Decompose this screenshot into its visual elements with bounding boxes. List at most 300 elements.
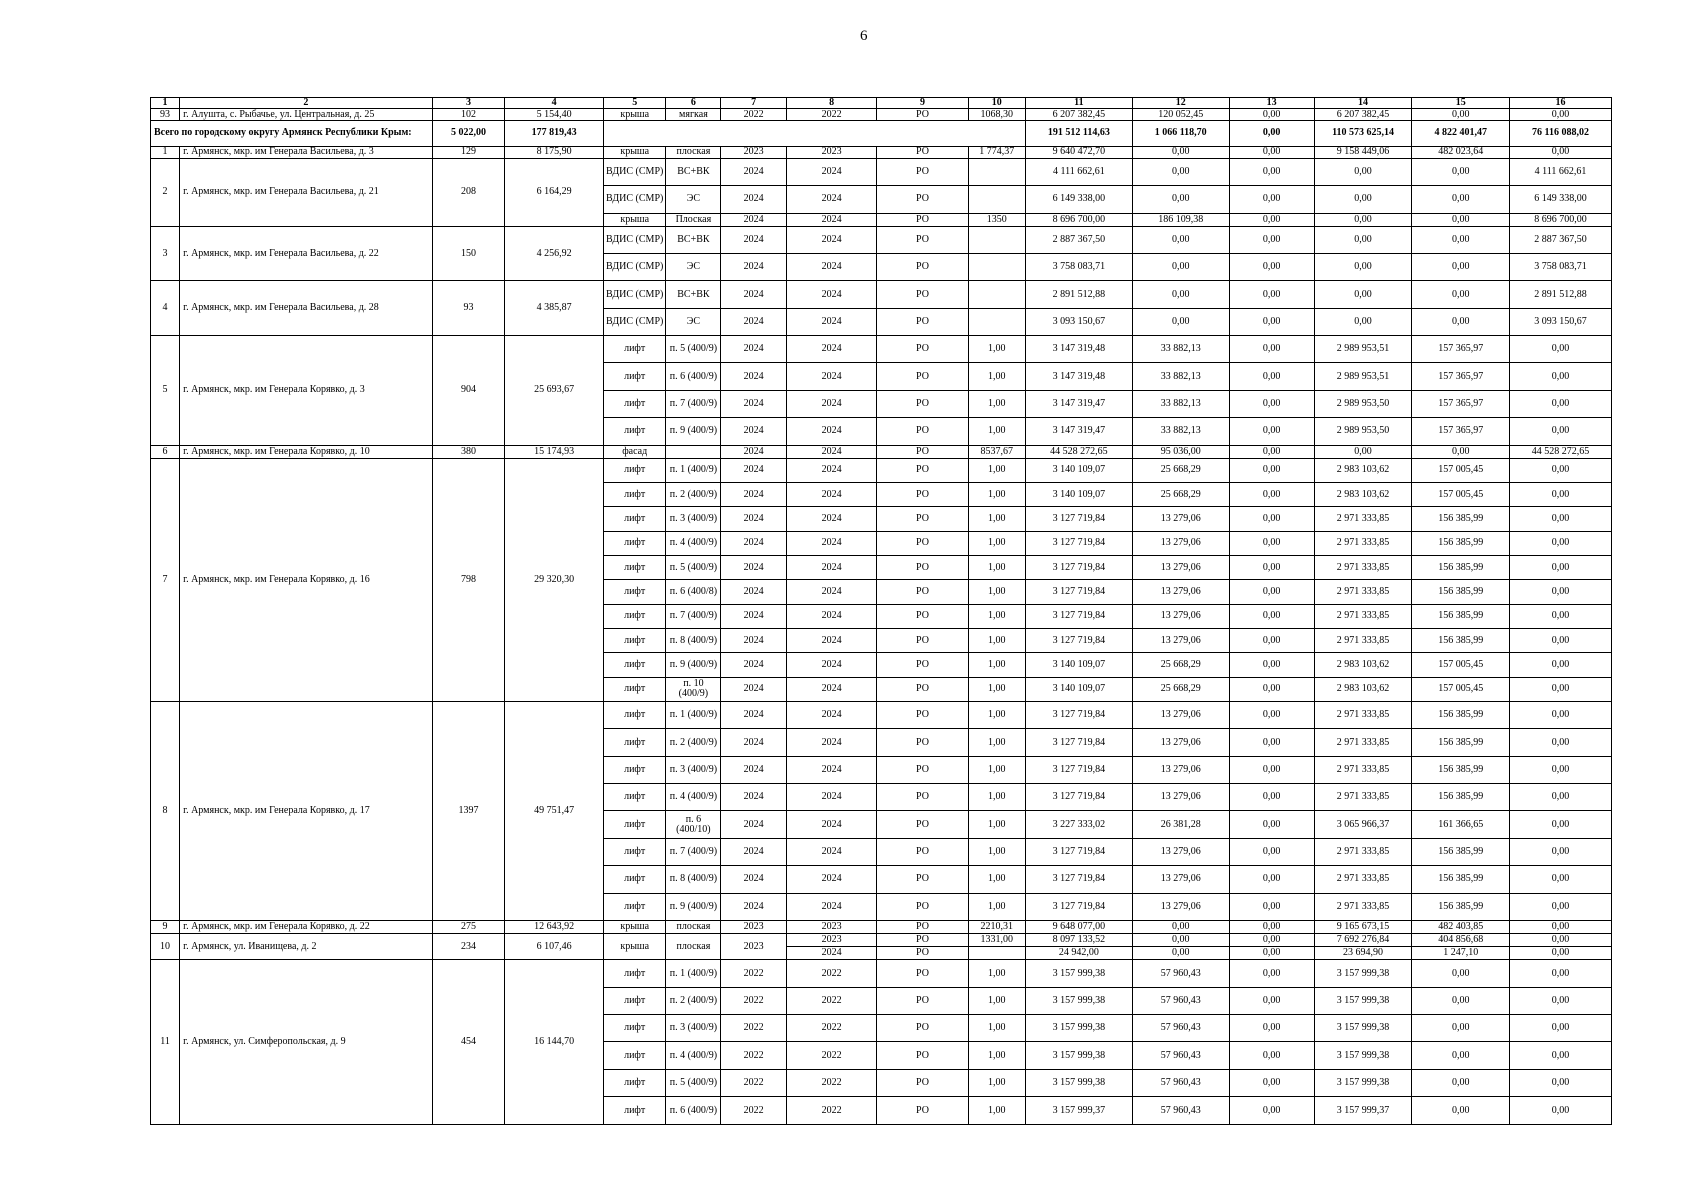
- table-cell: 2024: [721, 186, 786, 213]
- table-cell: 1,00: [968, 653, 1025, 677]
- table-cell: 3 093 150,67: [1025, 308, 1132, 335]
- table-cell: 0,00: [1412, 445, 1510, 458]
- table-cell: 2024: [786, 363, 876, 390]
- table-cell: 156 385,99: [1412, 531, 1510, 555]
- table-cell: 1,00: [968, 507, 1025, 531]
- table-cell: 1331,00: [968, 934, 1025, 947]
- table-cell: лифт: [604, 702, 666, 729]
- table-cell: 1 774,37: [968, 146, 1025, 158]
- table-cell: [968, 254, 1025, 281]
- table-cell: 57 960,43: [1132, 1042, 1229, 1069]
- table-cell: п. 5 (400/9): [666, 1069, 721, 1096]
- table-cell: п. 2 (400/9): [666, 729, 721, 756]
- table-cell: 904: [432, 336, 505, 445]
- table-cell: 2024: [721, 308, 786, 335]
- table-cell: 13 279,06: [1132, 556, 1229, 580]
- table-cell: 9 648 077,00: [1025, 920, 1132, 933]
- table-row: [151, 146, 1612, 158]
- table-cell: 0,00: [1229, 604, 1314, 628]
- table-cell: 157 365,97: [1412, 418, 1510, 445]
- table-cell: 2024: [721, 729, 786, 756]
- table-cell: 3 093 150,67: [1510, 308, 1612, 335]
- table-cell: РО: [877, 1069, 968, 1096]
- table-cell: 0,00: [1412, 158, 1510, 185]
- header-cell: 8: [786, 98, 876, 109]
- table-cell: 234: [432, 934, 505, 960]
- table-cell: 482 023,64: [1412, 146, 1510, 158]
- table-cell: 191 512 114,63: [1025, 121, 1132, 146]
- table-cell: 110 573 625,14: [1314, 121, 1412, 146]
- table-cell: 3 157 999,38: [1025, 960, 1132, 987]
- table-cell: 0,00: [1229, 866, 1314, 893]
- table-cell: 2022: [786, 960, 876, 987]
- table-cell: 0,00: [1229, 702, 1314, 729]
- table-cell: 25 668,29: [1132, 677, 1229, 701]
- table-cell: 3 157 999,37: [1314, 1097, 1412, 1125]
- table-cell: 8 175,90: [505, 146, 604, 158]
- table-cell: 2 971 333,85: [1314, 556, 1412, 580]
- table-row: [151, 920, 1612, 933]
- table-cell: 3 140 109,07: [1025, 677, 1132, 701]
- table-cell: 1,00: [968, 811, 1025, 838]
- table-cell: 25 668,29: [1132, 653, 1229, 677]
- table-cell: 33 882,13: [1132, 418, 1229, 445]
- table-cell: РО: [877, 158, 968, 185]
- table-cell: п. 6 (400/10): [666, 811, 721, 838]
- table-cell: лифт: [604, 390, 666, 417]
- table-cell: 2022: [721, 987, 786, 1014]
- table-cell: 0,00: [1510, 920, 1612, 933]
- table-cell: 3 127 719,84: [1025, 893, 1132, 920]
- table-cell: 2023: [786, 934, 876, 947]
- table-cell: 3 147 319,47: [1025, 390, 1132, 417]
- table-cell: 0,00: [1412, 281, 1510, 308]
- table-cell: 2024: [721, 784, 786, 811]
- header-cell: 11: [1025, 98, 1132, 109]
- table-cell: РО: [877, 308, 968, 335]
- table-row: [151, 445, 1612, 458]
- table-cell: 7: [151, 458, 180, 701]
- table-cell: 3 127 719,84: [1025, 556, 1132, 580]
- table-cell: 2024: [721, 811, 786, 838]
- table-cell: крыша: [604, 213, 666, 226]
- table-cell: 156 385,99: [1412, 866, 1510, 893]
- table-cell: 1,00: [968, 702, 1025, 729]
- table-cell: 2024: [721, 483, 786, 507]
- table-cell: 4 385,87: [505, 281, 604, 336]
- table-cell: 0,00: [1510, 507, 1612, 531]
- table-cell: 13 279,06: [1132, 531, 1229, 555]
- table-cell: 0,00: [1412, 254, 1510, 281]
- table-cell: 2 971 333,85: [1314, 784, 1412, 811]
- table-cell: 3 127 719,84: [1025, 784, 1132, 811]
- table-cell: 2 971 333,85: [1314, 604, 1412, 628]
- table-cell: 1,00: [968, 483, 1025, 507]
- table-cell: РО: [877, 866, 968, 893]
- table-cell: РО: [877, 677, 968, 701]
- table-cell: [968, 226, 1025, 253]
- table-cell: г. Армянск, ул. Иванищева, д. 2: [180, 934, 433, 960]
- table-cell: РО: [877, 458, 968, 482]
- table-cell: 3 147 319,48: [1025, 363, 1132, 390]
- table-cell: 3 127 719,84: [1025, 866, 1132, 893]
- table-cell: 2024: [786, 281, 876, 308]
- table-cell: 2024: [786, 336, 876, 363]
- table-cell: г. Армянск, мкр. им Генерала Васильева, д. 3: [180, 146, 433, 158]
- table-cell: РО: [877, 363, 968, 390]
- table-cell: лифт: [604, 677, 666, 701]
- table-cell: г. Алушта, с. Рыбачье, ул. Центральная, д. 25: [180, 109, 433, 121]
- table-cell: 9: [151, 920, 180, 933]
- table-cell: 0,00: [1412, 987, 1510, 1014]
- table-cell: 3 157 999,38: [1025, 1015, 1132, 1042]
- table-cell: п. 4 (400/9): [666, 784, 721, 811]
- table-cell: РО: [877, 390, 968, 417]
- table-cell: 3 127 719,84: [1025, 838, 1132, 865]
- table-cell: ЭС: [666, 186, 721, 213]
- table-cell: РО: [877, 920, 968, 933]
- table-cell: 2024: [786, 677, 876, 701]
- total-row: [151, 121, 1612, 146]
- table-cell: 1,00: [968, 756, 1025, 783]
- header-cell: 2: [180, 98, 433, 109]
- table-cell: г. Армянск, ул. Симферопольская, д. 9: [180, 960, 433, 1125]
- table-cell: РО: [877, 934, 968, 947]
- table-cell: 29 320,30: [505, 458, 604, 701]
- table-cell: 0,00: [1412, 1069, 1510, 1096]
- table-cell: лифт: [604, 729, 666, 756]
- table-cell: 2022: [786, 1097, 876, 1125]
- table-cell: 2022: [786, 1042, 876, 1069]
- table-cell: 2210,31: [968, 920, 1025, 933]
- table-cell: 156 385,99: [1412, 893, 1510, 920]
- table-cell: 2024: [786, 458, 876, 482]
- table-cell: 2023: [721, 146, 786, 158]
- table-cell: 3 227 333,02: [1025, 811, 1132, 838]
- table-cell: 2 891 512,88: [1025, 281, 1132, 308]
- table-cell: 0,00: [1314, 308, 1412, 335]
- table-cell: 2024: [721, 281, 786, 308]
- table-cell: п. 9 (400/9): [666, 653, 721, 677]
- table-cell: 0,00: [1229, 445, 1314, 458]
- table-cell: 2024: [721, 254, 786, 281]
- table-cell: п. 5 (400/9): [666, 556, 721, 580]
- header-cell: 7: [721, 98, 786, 109]
- table-cell: крыша: [604, 920, 666, 933]
- table-cell: 1,00: [968, 418, 1025, 445]
- table-cell: 0,00: [1132, 186, 1229, 213]
- table-cell: 129: [432, 146, 505, 158]
- table-cell: 0,00: [1229, 556, 1314, 580]
- table-cell: 0,00: [1229, 146, 1314, 158]
- table-cell: 1,00: [968, 580, 1025, 604]
- table-cell: 0,00: [1132, 158, 1229, 185]
- table-cell: РО: [877, 1097, 968, 1125]
- table-cell: 33 882,13: [1132, 390, 1229, 417]
- table-cell: ВС+ВК: [666, 226, 721, 253]
- table-cell: 2024: [786, 702, 876, 729]
- table-cell: 0,00: [1510, 1097, 1612, 1125]
- table-cell: 0,00: [1314, 213, 1412, 226]
- table-cell: 2024: [721, 677, 786, 701]
- table-cell: 0,00: [1132, 281, 1229, 308]
- table-cell: 3 157 999,38: [1314, 987, 1412, 1014]
- table-cell: РО: [877, 556, 968, 580]
- table-cell: 0,00: [1510, 146, 1612, 158]
- table-cell: 2 971 333,85: [1314, 838, 1412, 865]
- table-cell: 2024: [721, 604, 786, 628]
- table-cell: 0,00: [1229, 947, 1314, 960]
- table-cell: 2 989 953,51: [1314, 336, 1412, 363]
- table-cell: 2024: [721, 629, 786, 653]
- table-cell: 156 385,99: [1412, 756, 1510, 783]
- table-cell: лифт: [604, 756, 666, 783]
- table-cell: 2 989 953,50: [1314, 390, 1412, 417]
- table-cell: 2024: [786, 580, 876, 604]
- table-cell: ЭС: [666, 308, 721, 335]
- table-cell: 2024: [721, 390, 786, 417]
- table-cell: плоская: [666, 934, 721, 960]
- table-cell: 15 174,93: [505, 445, 604, 458]
- table-cell: 3: [151, 226, 180, 281]
- table-cell: лифт: [604, 483, 666, 507]
- table-cell: [968, 186, 1025, 213]
- table-cell: 2024: [786, 445, 876, 458]
- table-cell: 380: [432, 445, 505, 458]
- table-cell: 156 385,99: [1412, 702, 1510, 729]
- table-cell: 1,00: [968, 1042, 1025, 1069]
- table-cell: 0,00: [1510, 531, 1612, 555]
- table-cell: 2 989 953,51: [1314, 363, 1412, 390]
- table-cell: РО: [877, 729, 968, 756]
- table-cell: 156 385,99: [1412, 784, 1510, 811]
- table-cell: 2024: [786, 893, 876, 920]
- table-row: [151, 158, 1612, 185]
- table-cell: 0,00: [1412, 1015, 1510, 1042]
- table-cell: 2024: [786, 213, 876, 226]
- table-cell: 1,00: [968, 1097, 1025, 1125]
- table-cell: РО: [877, 445, 968, 458]
- table-cell: [968, 158, 1025, 185]
- table-cell: 57 960,43: [1132, 987, 1229, 1014]
- table-cell: 3 127 719,84: [1025, 580, 1132, 604]
- table-cell: 1,00: [968, 336, 1025, 363]
- table-cell: 156 385,99: [1412, 507, 1510, 531]
- table-cell: РО: [877, 1015, 968, 1042]
- table-cell: 1,00: [968, 784, 1025, 811]
- table-cell: 157 005,45: [1412, 458, 1510, 482]
- table-cell: 2024: [721, 363, 786, 390]
- table-cell: лифт: [604, 960, 666, 987]
- table-cell: 2024: [786, 158, 876, 185]
- table-cell: 25 668,29: [1132, 458, 1229, 482]
- table-cell: п. 7 (400/9): [666, 604, 721, 628]
- table-cell: 2022: [721, 1097, 786, 1125]
- table-cell: 3 157 999,38: [1025, 987, 1132, 1014]
- table-cell: плоская: [666, 920, 721, 933]
- table-cell: 2024: [721, 531, 786, 555]
- table-cell: 0,00: [1132, 146, 1229, 158]
- table-cell: РО: [877, 254, 968, 281]
- table-cell: 2024: [721, 702, 786, 729]
- table-cell: 0,00: [1510, 702, 1612, 729]
- capital-repair-table: [150, 97, 1612, 1125]
- table-cell: 2 971 333,85: [1314, 729, 1412, 756]
- table-cell: мягкая: [666, 109, 721, 121]
- table-cell: 3 157 999,38: [1025, 1069, 1132, 1096]
- table-cell: 0,00: [1510, 653, 1612, 677]
- header-cell: 14: [1314, 98, 1412, 109]
- table-cell: 0,00: [1314, 186, 1412, 213]
- table-cell: 3 157 999,38: [1025, 1042, 1132, 1069]
- table-cell: 120 052,45: [1132, 109, 1229, 121]
- table-cell: 3 758 083,71: [1510, 254, 1612, 281]
- table-cell: 6 164,29: [505, 158, 604, 226]
- table-row: [151, 458, 1612, 482]
- table-cell: 177 819,43: [505, 121, 604, 146]
- table-cell: 57 960,43: [1132, 960, 1229, 987]
- table-cell: 0,00: [1229, 483, 1314, 507]
- table-cell: 2024: [786, 308, 876, 335]
- table-cell: ВДИС (СМР): [604, 158, 666, 185]
- table-cell: 0,00: [1510, 960, 1612, 987]
- table-cell: 4 256,92: [505, 226, 604, 281]
- table-cell: 2024: [721, 507, 786, 531]
- table-cell: РО: [877, 811, 968, 838]
- table-cell: 2024: [721, 580, 786, 604]
- table-cell: 0,00: [1510, 363, 1612, 390]
- table-cell: 0,00: [1229, 281, 1314, 308]
- table-cell: 150: [432, 226, 505, 281]
- table-cell: 1,00: [968, 1069, 1025, 1096]
- table-cell: п. 7 (400/9): [666, 838, 721, 865]
- table-cell: 0,00: [1510, 987, 1612, 1014]
- table-row: [151, 934, 1612, 947]
- table-cell: 5 022,00: [432, 121, 505, 146]
- table-row: [151, 226, 1612, 253]
- table-cell: ВДИС (СМР): [604, 254, 666, 281]
- table-cell: 3 157 999,38: [1314, 1069, 1412, 1096]
- header-cell: 15: [1412, 98, 1510, 109]
- header-cell: 9: [877, 98, 968, 109]
- table-cell: РО: [877, 1042, 968, 1069]
- table-cell: 2024: [786, 756, 876, 783]
- table-cell: РО: [877, 838, 968, 865]
- table-cell: 2 971 333,85: [1314, 866, 1412, 893]
- table-cell: 76 116 088,02: [1510, 121, 1612, 146]
- table-cell: г. Армянск, мкр. им Генерала Васильева, д. 28: [180, 281, 433, 336]
- table-cell: 3 127 719,84: [1025, 756, 1132, 783]
- table-cell: 13 279,06: [1132, 604, 1229, 628]
- table-cell: 0,00: [1132, 308, 1229, 335]
- table-cell: ВС+ВК: [666, 158, 721, 185]
- table-cell: 57 960,43: [1132, 1069, 1229, 1096]
- table-cell: п. 3 (400/9): [666, 507, 721, 531]
- table-cell: 0,00: [1412, 109, 1510, 121]
- table-cell: лифт: [604, 784, 666, 811]
- table-cell: крыша: [604, 109, 666, 121]
- table-cell: 157 005,45: [1412, 653, 1510, 677]
- table-cell: п. 9 (400/9): [666, 418, 721, 445]
- table-cell: 454: [432, 960, 505, 1125]
- table-cell: РО: [877, 960, 968, 987]
- table-cell: 2 983 103,62: [1314, 653, 1412, 677]
- table-cell: 2024: [721, 458, 786, 482]
- table-cell: 8 696 700,00: [1025, 213, 1132, 226]
- table-row: [151, 109, 1612, 121]
- table-cell: ВДИС (СМР): [604, 308, 666, 335]
- table-cell: 1,00: [968, 390, 1025, 417]
- table-cell: п. 9 (400/9): [666, 893, 721, 920]
- table-cell: лифт: [604, 893, 666, 920]
- table-cell: 2 983 103,62: [1314, 483, 1412, 507]
- table-cell: 0,00: [1229, 811, 1314, 838]
- table-cell: 0,00: [1412, 186, 1510, 213]
- table-cell: 2022: [721, 1015, 786, 1042]
- table-cell: 2024: [721, 445, 786, 458]
- table-cell: 1,00: [968, 866, 1025, 893]
- table-cell: 156 385,99: [1412, 556, 1510, 580]
- table-cell: 4: [151, 281, 180, 336]
- table-cell: 0,00: [1229, 960, 1314, 987]
- table-cell: 3 127 719,84: [1025, 702, 1132, 729]
- table-cell: 2024: [786, 556, 876, 580]
- table-cell: 1068,30: [968, 109, 1025, 121]
- table-cell: 2024: [786, 629, 876, 653]
- table-cell: 0,00: [1510, 811, 1612, 838]
- table-cell: г. Армянск, мкр. им Генерала Васильева, д. 21: [180, 158, 433, 226]
- table-cell: крыша: [604, 146, 666, 158]
- table-cell: 0,00: [1229, 531, 1314, 555]
- table-cell: РО: [877, 653, 968, 677]
- table-cell: РО: [877, 702, 968, 729]
- table-cell: п. 10 (400/9): [666, 677, 721, 701]
- table-cell: 0,00: [1229, 987, 1314, 1014]
- table-cell: 2022: [786, 109, 876, 121]
- table-cell: лифт: [604, 458, 666, 482]
- table-cell: 0,00: [1510, 390, 1612, 417]
- table-cell: 0,00: [1412, 213, 1510, 226]
- table-cell: 2024: [786, 531, 876, 555]
- table-cell: 1,00: [968, 604, 1025, 628]
- table-cell: 2 971 333,85: [1314, 580, 1412, 604]
- table-cell: 1,00: [968, 960, 1025, 987]
- table-cell: [666, 445, 721, 458]
- table-cell: 0,00: [1510, 1069, 1612, 1096]
- table-cell: 0,00: [1412, 960, 1510, 987]
- table-cell: 3 127 719,84: [1025, 729, 1132, 756]
- table-cell: п. 6 (400/9): [666, 363, 721, 390]
- table-cell: 0,00: [1510, 604, 1612, 628]
- table-cell: 2023: [721, 920, 786, 933]
- table-cell: 482 403,85: [1412, 920, 1510, 933]
- table-cell: 2022: [786, 1069, 876, 1096]
- table-cell: 2024: [721, 336, 786, 363]
- table-cell: 13 279,06: [1132, 702, 1229, 729]
- table-cell: Плоская: [666, 213, 721, 226]
- table-cell: 2024: [721, 653, 786, 677]
- table-cell: РО: [877, 186, 968, 213]
- table-cell: 0,00: [1510, 556, 1612, 580]
- table-cell: крыша: [604, 934, 666, 960]
- table-cell: 2 971 333,85: [1314, 531, 1412, 555]
- table-cell: 2 983 103,62: [1314, 458, 1412, 482]
- table-cell: 25 668,29: [1132, 483, 1229, 507]
- table-cell: лифт: [604, 336, 666, 363]
- table-cell: 102: [432, 109, 505, 121]
- table-cell: 0,00: [1229, 109, 1314, 121]
- header-cell: 16: [1510, 98, 1612, 109]
